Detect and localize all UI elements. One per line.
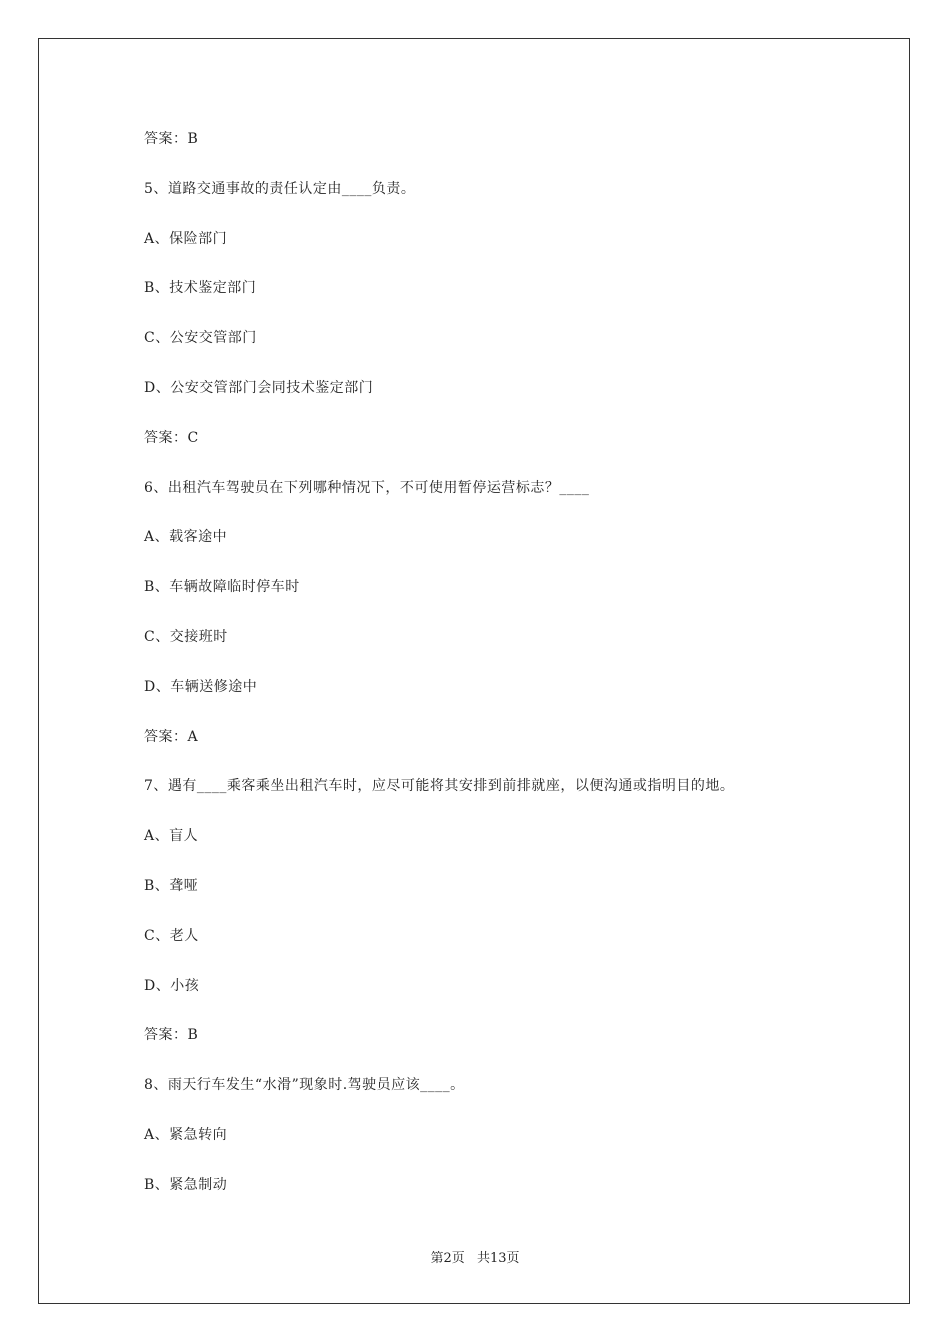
option-d: D、车辆送修途中 [144, 678, 258, 695]
option-d: D、小孩 [144, 977, 200, 994]
question-8: 8、雨天行车发生“水滑”现象时.驾驶员应该____。 [144, 1077, 465, 1094]
page-footer [0, 1247, 950, 1266]
option-b: B、车辆故障临时停车时 [144, 579, 300, 596]
option-c: C、公安交管部门 [144, 330, 257, 347]
page-total: 共13页 [476, 1251, 520, 1266]
question-7: 7、遇有____乘客乘坐出租汽车时，应尽可能将其安排到前排就座，以便沟通或指明目的地。 [144, 778, 735, 795]
option-a: A、盲人 [144, 828, 199, 845]
option-d: D、公安交管部门会同技术鉴定部门 [144, 379, 374, 396]
answer-line: 答案：C [144, 429, 199, 446]
option-a: A、紧急转向 [144, 1126, 228, 1143]
option-b: B、紧急制动 [144, 1176, 228, 1193]
page-content [144, 127, 844, 1223]
question-5: 5、道路交通事故的责任认定由____负责。 [144, 180, 416, 197]
answer-line: 答案：B [144, 131, 199, 147]
option-b: B、技术鉴定部门 [144, 280, 257, 297]
question-6: 6、出租汽车驾驶员在下列哪种情况下，不可使用暂停运营标志？____ [144, 479, 590, 496]
option-a: A、保险部门 [144, 230, 228, 247]
option-b: B、聋哑 [144, 877, 199, 894]
page-number: 第2页 [430, 1251, 465, 1266]
option-c: C、交接班时 [144, 628, 228, 645]
option-a: A、载客途中 [144, 529, 228, 546]
option-c: C、老人 [144, 927, 199, 944]
answer-line: 答案：A [144, 728, 199, 745]
answer-line: 答案：B [144, 1027, 199, 1044]
